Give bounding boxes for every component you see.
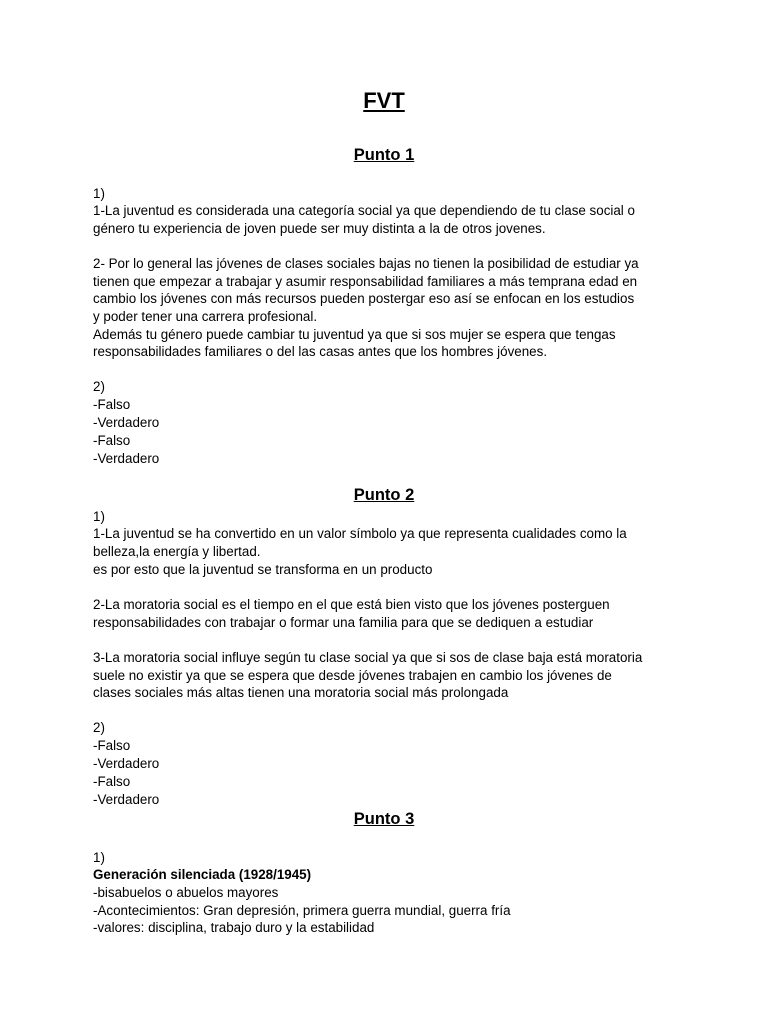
punto-1-heading: Punto 1 bbox=[353, 146, 415, 164]
punto-1-answer-2-line: y poder tener una carrera profesional. bbox=[93, 309, 318, 324]
punto-2-tf-item: -Falso bbox=[93, 738, 131, 753]
punto-1-tf-item: -Falso bbox=[93, 397, 131, 412]
punto-1-answer-2-line: cambio los jóvenes con más recursos pueden postergar eso así se enfocan en los estudios bbox=[93, 291, 635, 306]
punto-2-tf-item: -Verdadero bbox=[93, 756, 160, 771]
punto-2-answer-3-line: clases sociales más altas tienen una moratoria social más prolongada bbox=[93, 685, 509, 700]
generation-item: -Acontecimientos: Gran depresión, primera guerra mundial, guerra fría bbox=[93, 903, 511, 918]
punto-2-q2-label: 2) bbox=[93, 720, 105, 735]
punto-1-answer-2-line: Además tu género puede cambiar tu juventud ya que si sos mujer se espera que tengas bbox=[93, 327, 616, 342]
punto-1-q2-label: 2) bbox=[93, 379, 105, 394]
punto-1-tf-item: -Falso bbox=[93, 433, 131, 448]
punto-1-tf-item: -Verdadero bbox=[93, 451, 160, 466]
punto-1-answer-2-line: 2- Por lo general las jóvenes de clases sociales bajas no tienen la posibilidad de estudiar ya bbox=[93, 256, 639, 271]
punto-2-answer-3-line: suele no existir ya que se espera que desde jóvenes trabajen en cambio los jóvenes de bbox=[93, 668, 612, 683]
document-title: FVT bbox=[363, 88, 405, 113]
generation-item: -valores: disciplina, trabajo duro y la estabilidad bbox=[93, 920, 375, 935]
generation-item: -bisabuelos o abuelos mayores bbox=[93, 885, 279, 900]
generation-title: Generación silenciada (1928/1945) bbox=[93, 867, 312, 882]
punto-1-answer-2-line: tienen que empezar a trabajar y asumir responsabilidad familiares a más temprana edad en bbox=[93, 274, 638, 289]
punto-1-answer-2-line: responsabilidades familiares o del las casas antes que los hombres jóvenes. bbox=[93, 344, 548, 359]
punto-3-heading: Punto 3 bbox=[353, 810, 415, 828]
punto-2-answer-1-line: es por esto que la juventud se transforma en un producto bbox=[93, 562, 433, 577]
punto-2-answer-2-line: 2-La moratoria social es el tiempo en el que está bien visto que los jóvenes posterguen bbox=[93, 597, 610, 612]
punto-2-answer-3-line: 3-La moratoria social influye según tu clase social ya que si sos de clase baja está moratoria bbox=[93, 650, 643, 665]
punto-1-answer-1-line: género tu experiencia de joven puede ser muy distinta a la de otros jovenes. bbox=[93, 221, 546, 236]
punto-1-q1-label: 1) bbox=[93, 186, 105, 201]
punto-1-answer-1-line: 1-La juventud es considerada una categoría social ya que dependiendo de tu clase social o bbox=[93, 203, 635, 218]
punto-2-answer-1-line: 1-La juventud se ha convertido en un valor símbolo ya que representa cualidades como la bbox=[93, 526, 627, 541]
punto-2-tf-item: -Verdadero bbox=[93, 792, 160, 807]
punto-2-tf-item: -Falso bbox=[93, 774, 131, 789]
punto-2-heading: Punto 2 bbox=[353, 486, 415, 504]
punto-2-q1-label: 1) bbox=[93, 509, 105, 524]
punto-2-answer-1-line: belleza,la energía y libertad. bbox=[93, 544, 261, 559]
punto-3-q1-label: 1) bbox=[93, 850, 105, 865]
punto-2-answer-2-line: responsabilidades con trabajar o formar una familia para que se dediquen a estudiar bbox=[93, 615, 594, 630]
punto-1-tf-item: -Verdadero bbox=[93, 415, 160, 430]
